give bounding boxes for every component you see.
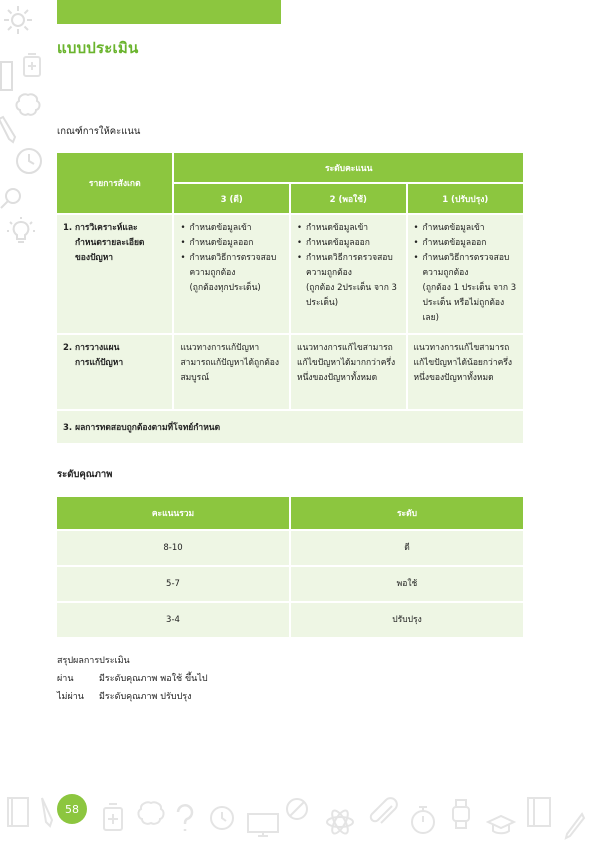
page-title: แบบประเมิน	[57, 39, 139, 57]
bullet-item: • กำหนดข้อมูลออก	[180, 236, 283, 251]
summary-block	[57, 652, 208, 706]
fail-value: มีระดับคุณภาพ ปรับปรุง	[99, 692, 192, 702]
medicine-icon	[102, 802, 124, 832]
bullet-item: • กำหนดวิธีการตรวจสอบความถูกต้อง	[414, 251, 518, 281]
stopwatch-icon	[408, 804, 438, 836]
rubric-header-level-2: 2 (พอใช้)	[291, 184, 406, 213]
wristwatch-icon	[448, 798, 474, 830]
table-row	[57, 531, 523, 565]
book-icon	[6, 796, 32, 830]
score-cell: 8-10	[57, 531, 289, 565]
brain-icon	[136, 800, 166, 828]
clock-icon	[14, 146, 44, 176]
rubric-criterion-full: 3. ผลการทดสอบถูกต้องตามที่โจทย์กำหนด	[57, 411, 523, 443]
bullet-item: • กำหนดข้อมูลเข้า	[414, 221, 518, 236]
rubric-criterion	[57, 335, 172, 409]
bullet-item: • กำหนดข้อมูลออก	[414, 236, 518, 251]
pencil-icon	[564, 812, 586, 840]
rubric-cell-level-2	[291, 215, 406, 333]
criterion-line: การวางแผน	[75, 343, 120, 353]
levels-header-level: ระดับ	[291, 497, 523, 529]
rubric-cell-level-2: แนวทางการแก้ไขสามารถแก้ไขปัญหาได้มากกว่าครึ่งหนึ่งของปัญหาทั้งหมด	[291, 335, 406, 409]
bullet-item: • กำหนดข้อมูลเข้า	[297, 221, 400, 236]
bullet-item: • กำหนดข้อมูลออก	[297, 236, 400, 251]
criteria-label: เกณฑ์การให้คะแนน	[57, 126, 141, 137]
summary-fail-row	[57, 688, 208, 706]
notebook-icon	[526, 796, 554, 828]
level-cell: ปรับปรุง	[291, 603, 523, 637]
table-row	[57, 567, 523, 601]
criterion-line: การวิเคราะห์และ	[75, 223, 138, 233]
bullet-item: • กำหนดวิธีการตรวจสอบความถูกต้อง	[297, 251, 400, 281]
bullet-item: • กำหนดวิธีการตรวจสอบความถูกต้อง	[180, 251, 283, 281]
pass-key: ผ่าน	[57, 674, 74, 684]
rubric-criterion	[57, 215, 172, 333]
table-row	[57, 603, 523, 637]
magnifier-icon	[0, 186, 24, 210]
lightbulb-icon	[6, 216, 36, 246]
paperclip-icon	[366, 796, 400, 830]
pencil-icon	[38, 796, 54, 828]
atom-icon	[324, 806, 356, 838]
level-cell: ดี	[291, 531, 523, 565]
criterion-line: การแก้ปัญหา	[75, 358, 124, 368]
monitor-icon	[246, 812, 280, 838]
rubric-row	[57, 335, 523, 409]
quality-label: ระดับคุณภาพ	[57, 469, 113, 480]
criterion-line: ของปัญหา	[75, 253, 114, 263]
gear-icon	[2, 4, 34, 36]
cap-icon	[486, 814, 516, 836]
pencil-icon	[0, 114, 18, 144]
bullet-item: • กำหนดข้อมูลเข้า	[180, 221, 283, 236]
rubric-header-criteria: รายการสังเกต	[57, 153, 172, 213]
rubric-cell-level-1: แนวทางการแก้ไขสามารถแก้ไขปัญหาได้น้อยกว่าครึ่งหนึ่งของปัญหาทั้งหมด	[408, 335, 524, 409]
levels-header-score: คะแนนรวม	[57, 497, 289, 529]
cell-note: (ถูกต้อง 1 ประเด็น จาก 3 ประเด็น หรือไม่ถูกต้องเลย)	[422, 283, 517, 323]
rubric-row	[57, 411, 523, 443]
rubric-header-level-3: 3 (ดี)	[174, 184, 289, 213]
score-cell: 5-7	[57, 567, 289, 601]
brain-icon	[14, 92, 42, 118]
rubric-header-level-group: ระดับคะแนน	[174, 153, 523, 182]
rubric-table	[55, 151, 525, 445]
rubric-cell-level-1	[408, 215, 524, 333]
quality-levels-table	[55, 495, 525, 639]
pill-icon	[284, 796, 310, 822]
rubric-row	[57, 215, 523, 333]
header-bar	[57, 0, 281, 24]
cell-note: (ถูกต้องทุกประเด็น)	[189, 283, 261, 293]
level-cell: พอใช้	[291, 567, 523, 601]
clock-icon	[208, 804, 236, 832]
criterion-number: 1.	[63, 223, 73, 233]
rubric-cell-level-3	[174, 215, 289, 333]
book-icon	[0, 60, 14, 92]
rubric-cell-level-3: แนวทางการแก้ปัญหาสามารถแก้ปัญหาได้ถูกต้องสมบูรณ์	[174, 335, 289, 409]
summary-pass-row	[57, 670, 208, 688]
fail-key: ไม่ผ่าน	[57, 692, 84, 702]
pass-value: มีระดับคุณภาพ พอใช้ ขึ้นไป	[99, 674, 208, 684]
criterion-line: กำหนดรายละเอียด	[75, 238, 145, 248]
question-icon	[174, 804, 196, 834]
summary-title: สรุปผลการประเมิน	[57, 656, 130, 666]
cell-note: (ถูกต้อง 2ประเด็น จาก 3 ประเด็น)	[305, 283, 397, 308]
medicine-icon	[22, 52, 42, 78]
criterion-number: 2.	[63, 343, 73, 353]
page-number: 58	[57, 794, 87, 824]
rubric-header-level-1: 1 (ปรับปรุง)	[408, 184, 524, 213]
score-cell: 3-4	[57, 603, 289, 637]
